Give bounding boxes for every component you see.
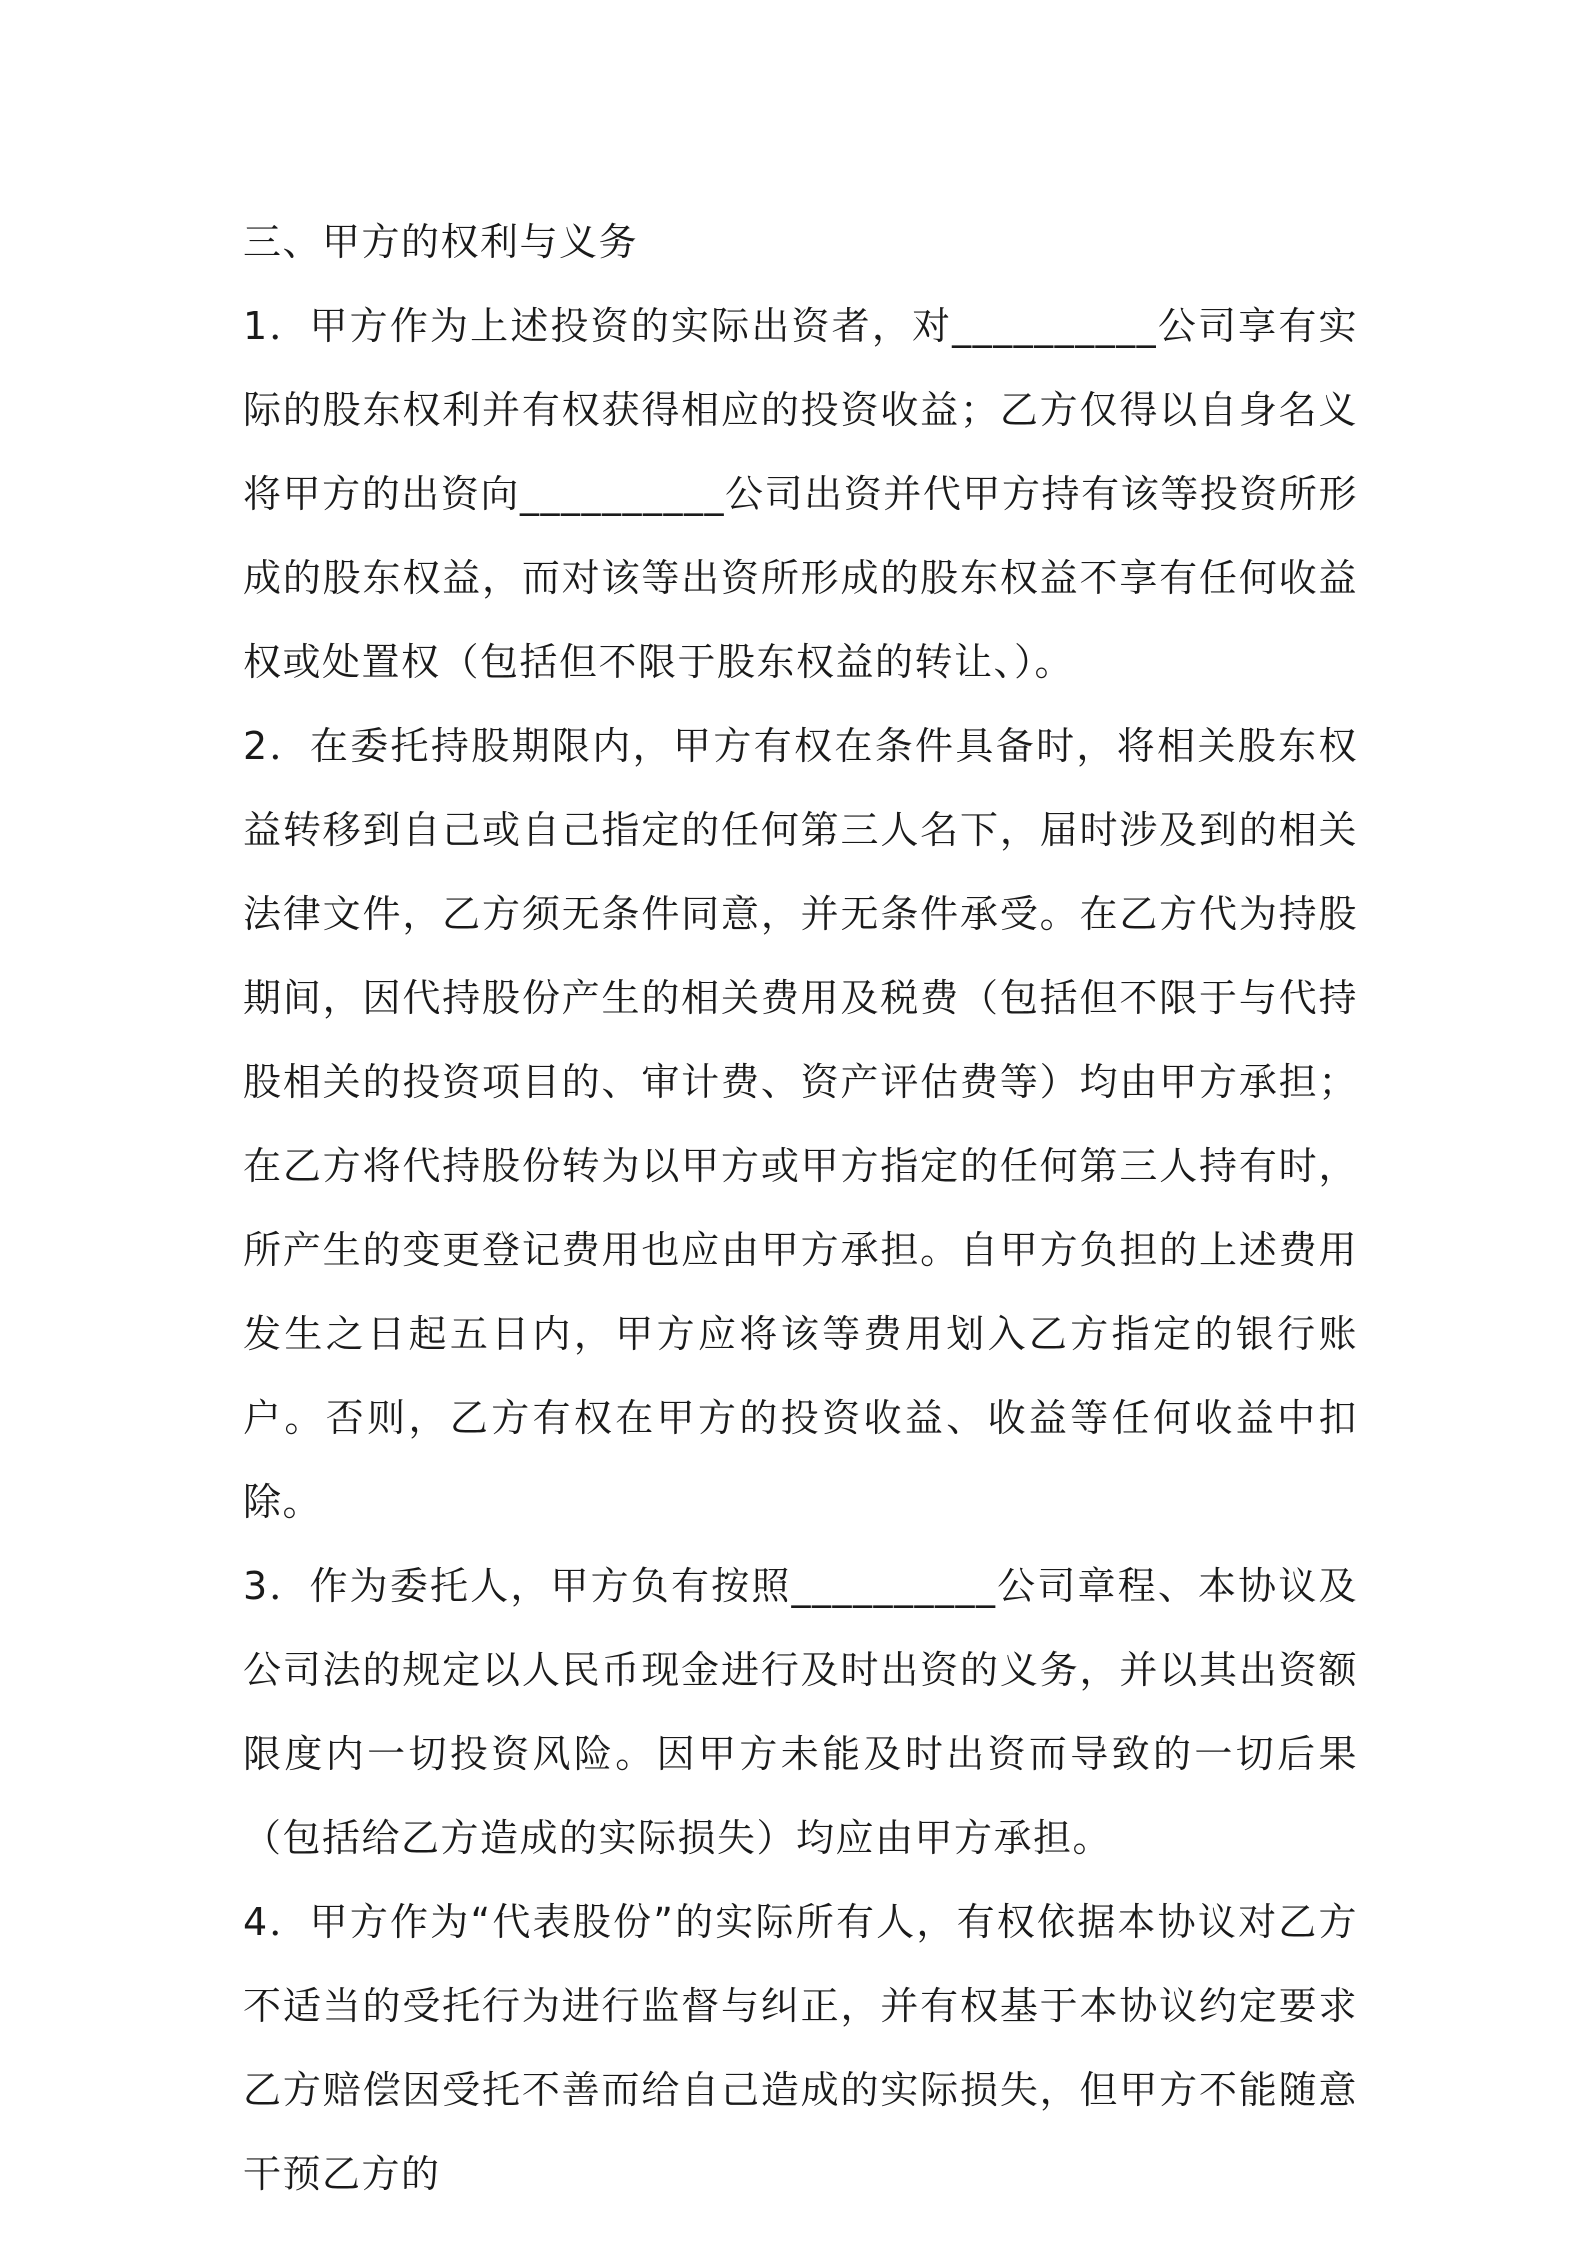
clause-4: 4．甲方作为“代表股份”的实际所有人，有权依据本协议对乙方不适当的受托行为进行监督与纠正，并有权基于本协议约定要求乙方赔偿因受托不善而给自己造成的实际损失，但甲方不能随意干预乙方的 <box>243 1900 1358 2196</box>
clause-2: 2．在委托持股期限内，甲方有权在条件具备时，将相关股东权益转移到自己或自己指定的任何第三人名下，届时涉及到的相关法律文件，乙方须无条件同意，并无条件承受。在乙方代为持股期间，因代持股份产生的相关费用及税费（包括但不限于与代持股相关的投资项目的、审计费、资产评估费等）均由甲方承担；在乙方将代持股份转为以甲方或甲方指定的任何第三人持有时，所产生的变更登记费用也应由甲方承担。自甲方负担的上述费用发生之日起五日内，甲方应将该等费用划入乙方指定的银行账户。否则，乙方有权在甲方的投资收益、收益等任何收益中扣除。 <box>243 724 1358 1524</box>
section-title: 三、甲方的权利与义务 <box>243 220 639 264</box>
clause-1: 1．甲方作为上述投资的实际出资者，对__________公司享有实际的股东权利并有权获得相应的投资收益；乙方仅得以自身名义将甲方的出资向__________公司出资并代甲方持有该等投资所形成的股东权益，而对该等出资所形成的股东权益不享有任何收益权或处置权（包括但不限于股东权益的转让、）。 <box>243 304 1358 684</box>
clause-3: 3．作为委托人，甲方负有按照__________公司章程、本协议及公司法的规定以人民币现金进行及时出资的义务，并以其出资额限度内一切投资风险。因甲方未能及时出资而导致的一切后果（包括给乙方造成的实际损失）均应由甲方承担。 <box>243 1564 1358 1860</box>
document-body <box>243 200 1358 2216</box>
